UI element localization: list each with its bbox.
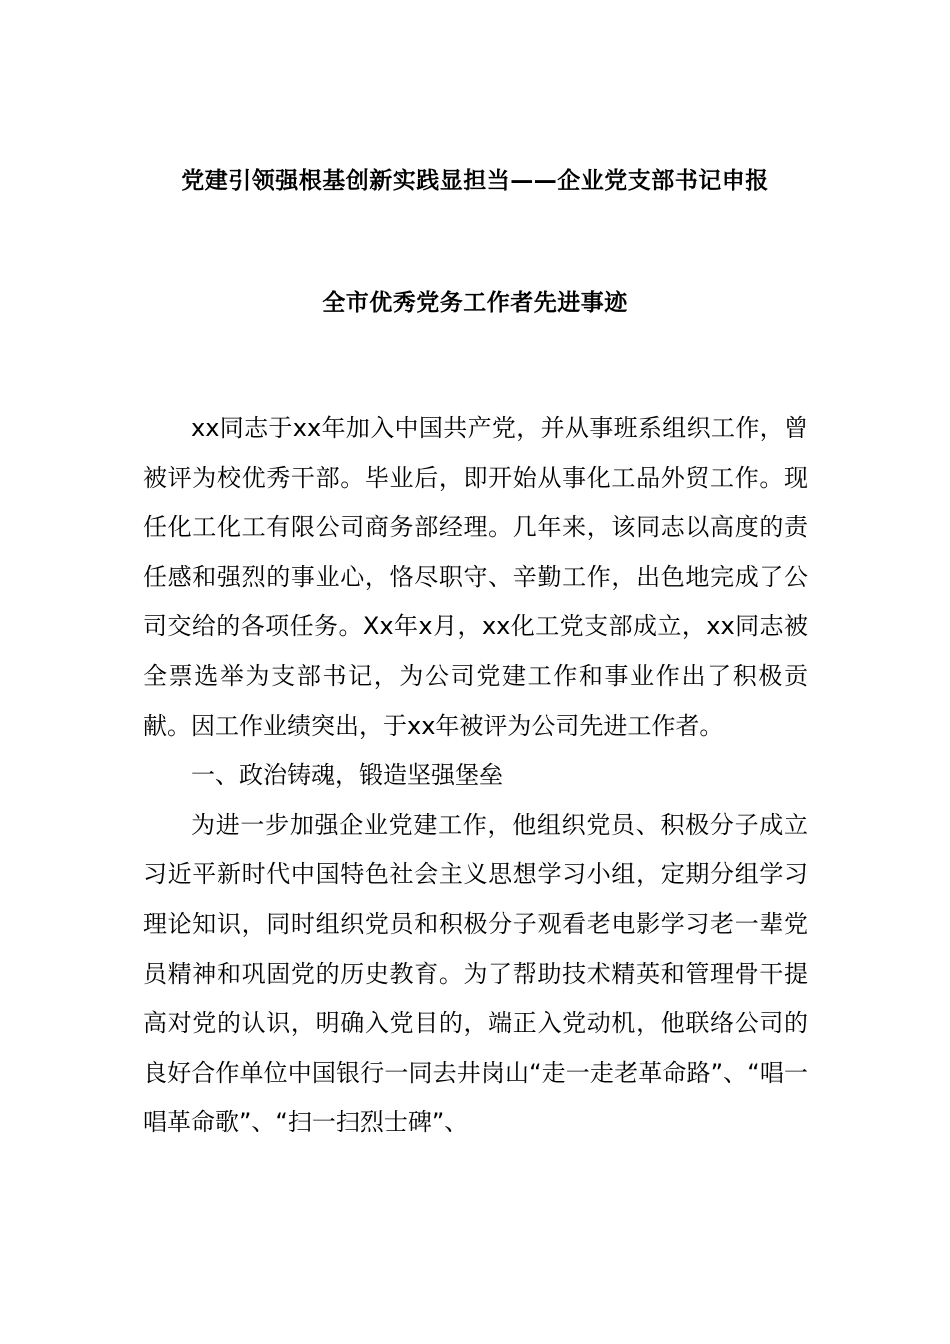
- paragraph-section-1: 为进一步加强企业党建工作，他组织党员、积极分子成立习近平新时代中国特色社会主义思想学习小组，定期分组学习理论知识，同时组织党员和积极分子观看老电影学习老一辈党员精神和巩固党的历史教育。为了帮助技术精英和管理骨干提高对党的认识，明确入党目的，端正入党动机，他联络公司的良好合作单位中国银行一同去井岗山“走一走老革命路”、“唱一唱革命歌”、“扫一扫烈士碑”、: [143, 810, 808, 1137]
- paragraph-intro: xx同志于xx年加入中国共产党，并从事班系组织工作，曾被评为校优秀干部。毕业后，即开始从事化工品外贸工作。现任化工化工有限公司商务部经理。几年来，该同志以高度的责任感和强烈的事业心，恪尽职守、辛勤工作，出色地完成了公司交给的各项任务。Xx年x月，xx化工党支部成立，xx同志被全票选举为支部书记，为公司党建工作和事业作出了积极贡献。因工作业绩突出，于xx年被评为公司先进工作者。: [143, 414, 808, 740]
- document-title-line-2: 全市优秀党务工作者先进事迹: [322, 290, 628, 316]
- section-heading: 一、政治铸魂，锻造坚强堡垒: [191, 761, 503, 790]
- document-body: [143, 404, 808, 1148]
- document-title-line-1: 党建引领强根基创新实践显担当——企业党支部书记申报: [181, 168, 769, 194]
